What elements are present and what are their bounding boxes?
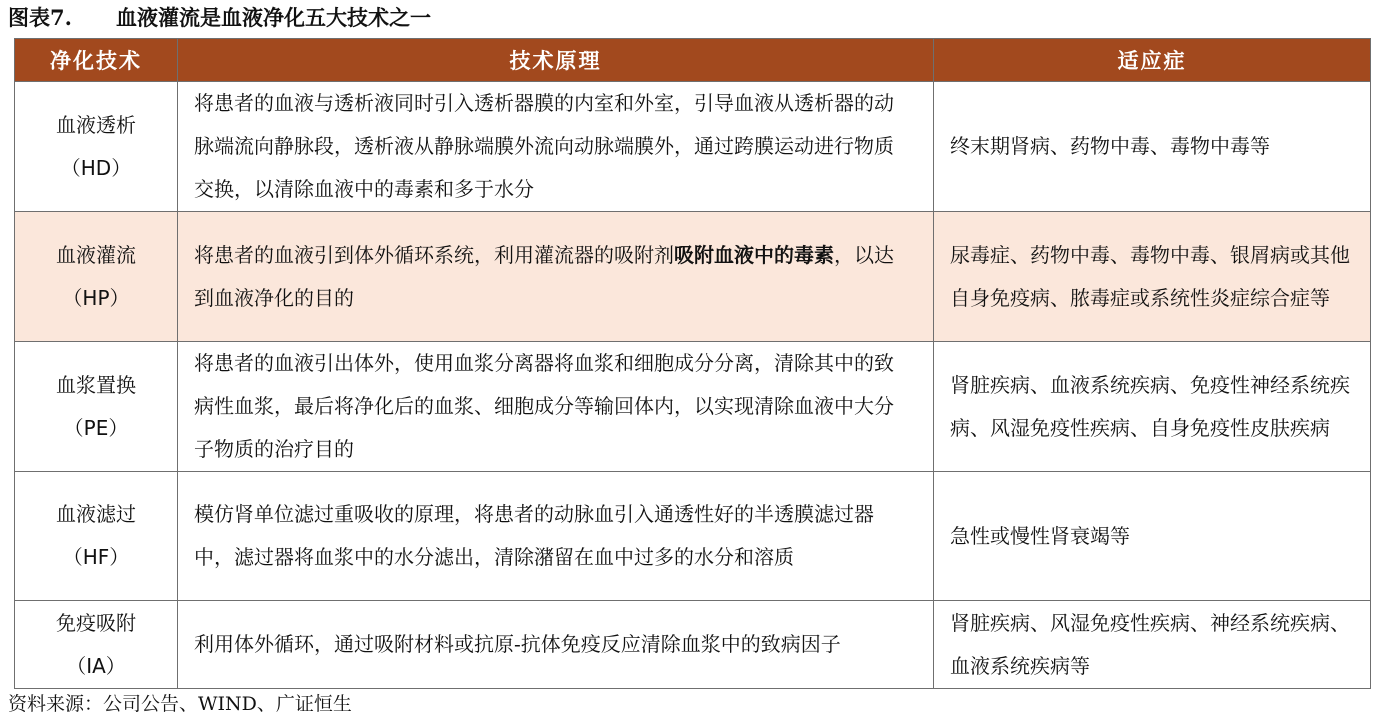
principle-cell bbox=[178, 212, 934, 342]
technique-cell bbox=[15, 472, 178, 601]
principle-cell: 利用体外循环，通过吸附材料或抗原-抗体免疫反应清除血浆中的致病因子 bbox=[178, 601, 934, 689]
technique-cell bbox=[15, 342, 178, 472]
technique-abbr: （PE） bbox=[63, 415, 129, 440]
principle-cell: 将患者的血液引出体外，使用血浆分离器将血浆和细胞成分分离，清除其中的致病性血浆，最后将净化后的血浆、细胞成分等输回体内，以实现清除血液中大分子物质的治疗目的 bbox=[178, 342, 934, 472]
indication-cell: 急性或慢性肾衰竭等 bbox=[934, 472, 1371, 601]
figure-title bbox=[8, 2, 431, 34]
table-row-ia bbox=[15, 601, 1371, 689]
table-row-hd bbox=[15, 82, 1371, 212]
header-principle: 技术原理 bbox=[178, 39, 934, 82]
principle-emphasis: 吸附血液中的毒素 bbox=[674, 242, 834, 267]
purification-table bbox=[14, 38, 1371, 689]
technique-name: 血液透析 bbox=[56, 112, 136, 137]
technique-abbr: （HD） bbox=[60, 155, 132, 180]
header-indication: 适应症 bbox=[934, 39, 1371, 82]
technique-name: 免疫吸附 bbox=[56, 610, 136, 635]
principle-cell: 将患者的血液与透析液同时引入透析器膜的内室和外室，引导血液从透析器的动脉端流向静脉段，透析液从静脉端膜外流向动脉端膜外，通过跨膜运动进行物质交换，以清除血液中的毒素和多于水分 bbox=[178, 82, 934, 212]
technique-name: 血液灌流 bbox=[56, 242, 136, 267]
principle-text-end: ，以达到血液净化的目的 bbox=[194, 242, 894, 310]
technique-abbr: （HF） bbox=[62, 545, 130, 569]
indication-cell: 肾脏疾病、风湿免疫性疾病、神经系统疾病、血液系统疾病等 bbox=[934, 601, 1371, 689]
indication-cell: 终末期肾病、药物中毒、毒物中毒等 bbox=[934, 82, 1371, 212]
table-row-hp bbox=[15, 212, 1371, 342]
technique-cell bbox=[15, 212, 178, 342]
technique-name: 血浆置换 bbox=[56, 372, 136, 397]
figure-label: 图表7. bbox=[8, 5, 72, 30]
principle-text: 将患者的血液引到体外循环系统，利用灌流器的吸附剂 bbox=[194, 242, 674, 267]
principle-cell: 模仿肾单位滤过重吸收的原理，将患者的动脉血引入通透性好的半透膜滤过器中，滤过器将血浆中的水分滤出，清除潴留在血中过多的水分和溶质 bbox=[178, 472, 934, 601]
indication-cell: 肾脏疾病、血液系统疾病、免疫性神经系统疾病、风湿免疫性疾病、自身免疫性皮肤疾病 bbox=[934, 342, 1371, 472]
indication-cell: 尿毒症、药物中毒、毒物中毒、银屑病或其他自身免疫病、脓毒症或系统性炎症综合症等 bbox=[934, 212, 1371, 342]
table-row-hf bbox=[15, 472, 1371, 601]
header-technique: 净化技术 bbox=[15, 39, 178, 82]
source-note: 资料来源：公司公告、WIND、广证恒生 bbox=[8, 693, 352, 715]
technique-name: 血液滤过 bbox=[56, 502, 136, 526]
technique-abbr: （IA） bbox=[66, 653, 126, 678]
table-header-row bbox=[15, 39, 1371, 82]
figure-title-text: 血液灌流是血液净化五大技术之一 bbox=[116, 5, 431, 30]
technique-abbr: （HP） bbox=[62, 285, 130, 310]
table-row-pe bbox=[15, 342, 1371, 472]
technique-cell bbox=[15, 82, 178, 212]
technique-cell bbox=[15, 601, 178, 689]
